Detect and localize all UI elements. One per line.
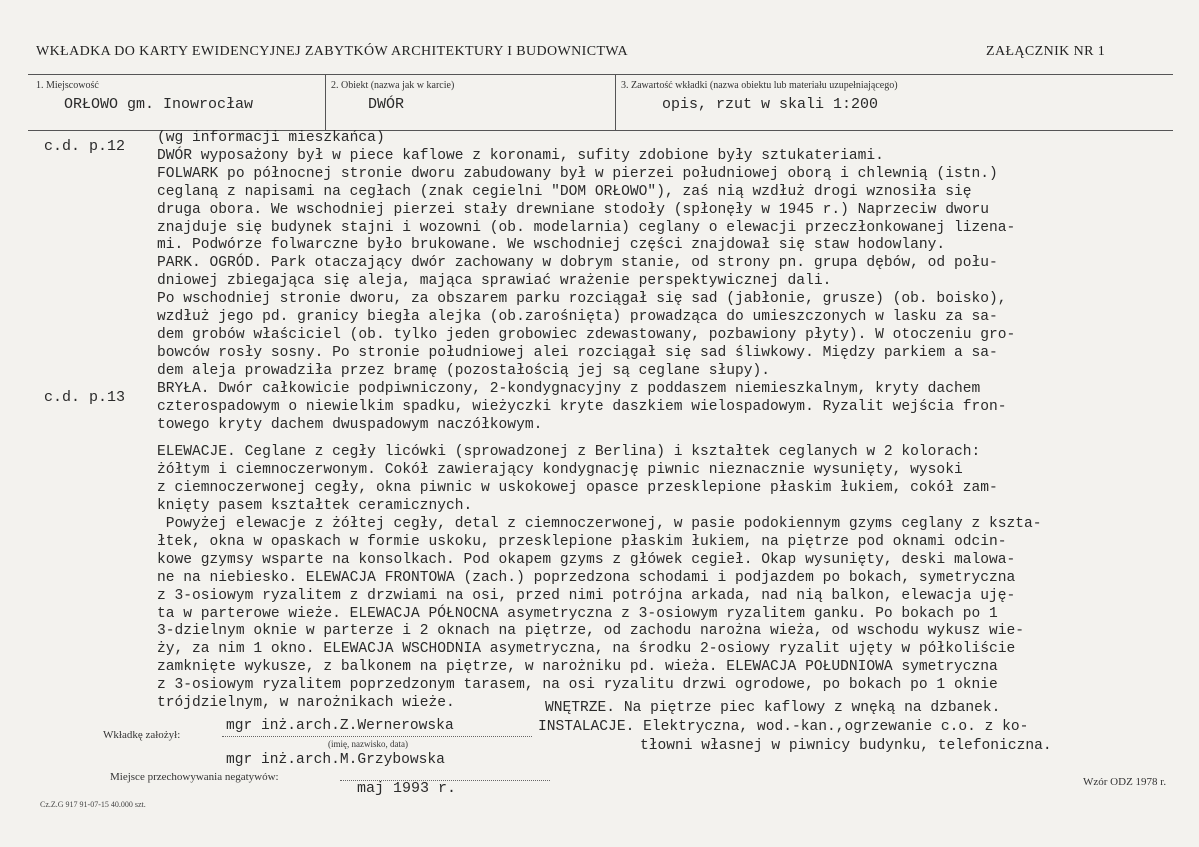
text-line: kowe gzymsy wsparte na konsolkach. Pod okapem gzyms z główek cegieł. Okap wysunięty, deski malowa-	[157, 551, 1016, 568]
text-line: łtek, okna w opaskach w formie uskoku, przesklepione płaskim łukiem, na piętrze pod oknami odcin-	[157, 533, 1007, 550]
text-line: dem aleja prowadziła przez bramę (pozostałością jej są ceglane słupy).	[157, 362, 771, 379]
text-line: ceglaną z napisami na cegłach (znak cegielni "DOM ORŁOWO"), zaś nią wzdłuż drogi wznosiła się	[157, 183, 972, 200]
interior-line-1: WNĘTRZE. Na piętrze piec kaflowy z wnęką na dzbanek.	[545, 700, 1001, 716]
text-line: czterospadowym o niewielkim spadku, wieżyczki kryte daszkiem wielospadowym. Ryzalit wejścia fron-	[157, 398, 1007, 415]
text-line	[157, 434, 1177, 444]
text-line: FOLWARK po północnej stronie dworu zabudowany był w pierzei południowej oborą i chlewnią (istn.)	[157, 165, 998, 182]
text-line: bowców rosły sosny. Po stronie południowej alei rozciągał się sad śliwkowy. Między parkiem a sa-	[157, 344, 998, 361]
attachment-number: ZAŁĄCZNIK NR 1	[986, 44, 1106, 59]
divider-top	[28, 74, 1173, 75]
form-title: WKŁADKA DO KARTY EWIDENCYJNEJ ZABYTKÓW ARCHITEKTURY I BUDOWNICTWA	[36, 44, 628, 59]
text-line: znajduje się budynek stajni i wozowni (ob. modelarnia) ceglany o elewacji przeczłonkowanej lizena-	[157, 219, 1016, 236]
text-line: wzdłuż jego pd. granicy biegła alejka (ob.zarośnięta) prowadząca do umieszczonych w lasku za sa-	[157, 309, 998, 326]
text-line: DWÓR wyposażony był w piece kaflowe z koronami, sufity zdobione były sztukateriami.	[157, 147, 884, 164]
text-line: BRYŁA. Dwór całkowicie podpiwniczony, 2-kondygnacyjny z poddaszem niemieszkalnym, kryty dachem	[157, 380, 981, 397]
created-by-value: mgr inż.arch.Z.Wernerowska	[226, 718, 454, 734]
divider-col1	[325, 74, 326, 130]
text-line: PARK. OGRÓD. Park otaczający dwór zachowany w dobrym stanie, od strony pn. grupa dębów, od połu-	[157, 255, 998, 272]
text-line: dem grobów właściciel (ob. tylko jeden grobowiec zdewastowany, pozbawiony płyty). W otoczeniu gro-	[157, 326, 1016, 343]
text-line: z 3-osiowym ryzalitem poprzedzonym tarasem, na osi ryzalitu drzwi ogrodowe, po bokach po 1 oknie	[157, 677, 998, 694]
print-code: Cz.Z.G 917 91-07-15 40.000 szt.	[40, 800, 146, 809]
text-line: dniowej zbiegająca się aleja, mająca sprawiać wrażenie perspektywicznej dali.	[157, 273, 832, 290]
text-line: druga obora. We wschodniej pierzei stały drewniane stodoły (spłonęły w 1945 r.) Naprzeciw dworu	[157, 201, 989, 218]
place-value: ORŁOWO gm. Inowrocław	[64, 96, 254, 113]
created-by-line	[222, 736, 532, 737]
negatives-label: Miejsce przechowywania negatywów:	[110, 771, 279, 783]
content-label: 3. Zawartość wkładki (nazwa obiektu lub materiału uzupełniającego)	[621, 80, 898, 91]
text-line: zamknięte wykusze, z balkonem na piętrze, w narożniku pd. wieża. ELEWACJA POŁUDNIOWA symetryczna	[157, 659, 998, 676]
page-ref-12: c.d. p.12	[44, 138, 126, 155]
text-line: 3-dzielnym oknie w parterze i 2 oknach na piętrze, od zachodu narożna wieża, od wschodu wykusz wie-	[157, 623, 1025, 640]
name-hint: (imię, nazwisko, data)	[328, 739, 408, 749]
interior-line-2: INSTALACJE. Elektryczna, wod.-kan.,ogrzewanie c.o. z ko-	[538, 719, 1029, 735]
created-by-label: Wkładkę założył:	[103, 729, 181, 741]
divider-col2	[615, 74, 616, 130]
text-line: ta w parterowe wieże. ELEWACJA PÓŁNOCNA asymetryczna z 3-osiowym ryzalitem ganku. Po bokach po 1	[157, 605, 998, 622]
date-value: maj 1993 r.	[357, 780, 457, 797]
text-line: (wg informacji mieszkańca)	[157, 130, 385, 146]
place-label: 1. Miejscowość	[36, 80, 99, 91]
page-ref-13: c.d. p.13	[44, 389, 126, 406]
text-line: Po wschodniej stronie dworu, za obszarem parku rozciągał się sad (jabłonie, grusze) (ob. boisko),	[157, 291, 1007, 308]
text-line: z ciemnoczerwonej cegły, okna piwnic w uskokowej opasce przesklepione płaskim łukiem, cokół zam-	[157, 480, 998, 497]
text-line: mi. Podwórze folwarczne było brukowane. We wschodniej części znajdował się staw hodowlany.	[157, 237, 946, 254]
text-line: knięty pasem kształtek ceramicznych.	[157, 498, 473, 515]
text-line: towego kryty dachem dwuspadowym naczółkowym.	[157, 416, 543, 433]
text-line: ne na niebiesko. ELEWACJA FRONTOWA (zach.) poprzedzona schodami i podjazdem po bokach, symetryczna	[157, 569, 1016, 586]
text-line: z 3-osiowym ryzalitem z drzwiami na osi, przed nimi potrójna arkada, nad nią balkon, elewacja uję-	[157, 587, 1016, 604]
text-line: Powyżej elewacje z żółtej cegły, detal z ciemnoczerwonej, w pasie podokiennym gzyms ceglany z kszta-	[157, 516, 1042, 533]
text-line: żółtym i ciemnoczerwonym. Cokół zawierający kondygnację piwnic nieznacznie wysunięty, wysoki	[157, 462, 963, 479]
object-label: 2. Obiekt (nazwa jak w karcie)	[331, 80, 455, 91]
description-text	[157, 130, 1177, 713]
text-line: ży, za nim 1 okno. ELEWACJA WSCHODNIA asymetryczna, na środku 2-osiowy ryzalit ujęty w półkoliście	[157, 641, 1016, 658]
form-code: Wzór ODZ 1978 r.	[1083, 776, 1167, 788]
interior-line-3: tłowni własnej w piwnicy budynku, telefoniczna.	[640, 738, 1052, 754]
object-value: DWÓR	[368, 96, 405, 113]
text-line: trójdzielnym, w narożnikach wieże.	[157, 695, 455, 712]
content-value: opis, rzut w skali 1:200	[662, 96, 879, 113]
text-line: ELEWACJE. Ceglane z cegły licówki (sprowadzonej z Berlina) i kształtek ceglanych w 2 kolorach:	[157, 444, 981, 461]
second-author: mgr inż.arch.M.Grzybowska	[226, 752, 445, 768]
